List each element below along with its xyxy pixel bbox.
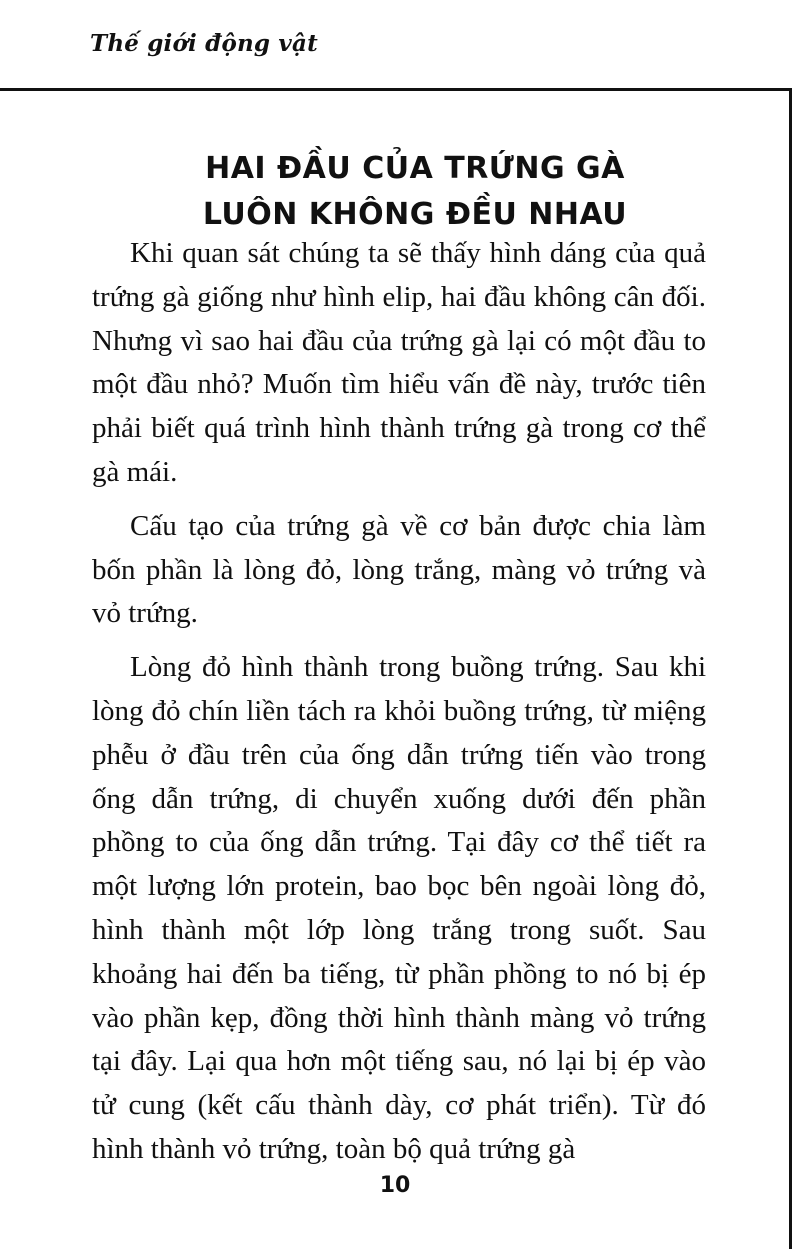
page-number: 10 [379, 1173, 411, 1198]
body-text [92, 232, 706, 1172]
chapter-title-line-1: HAI ĐẦU CỦA TRỨNG GÀ [205, 151, 625, 186]
paragraph-3: Lòng đỏ hình thành trong buồng trứng. Sau khi lòng đỏ chín liền tách ra khỏi buồng trứng, từ miệng phễu ở đầu trên của ống dẫn trứng tiến vào trong ống dẫn trứng, di chuyển xuống dưới đến phần phồng to của ống dẫn trứng. Tại đây cơ thể tiết ra một lượng lớn protein, bao bọc bên ngoài lòng đỏ, hình thành một lớp lòng trắng trong suốt. Sau khoảng hai đến ba tiếng, từ phần phồng to nó bị ép vào phần kẹp, đồng thời hình thành màng vỏ trứng tại đây. Lại qua hơn một tiếng sau, nó lại bị ép vào tử cung (kết cấu thành dày, cơ phát triển). Từ đó hình thành vỏ trứng, toàn bộ quả trứng gà [92, 651, 706, 1165]
paragraph-2: Cấu tạo của trứng gà về cơ bản được chia làm bốn phần là lòng đỏ, lòng trắng, màng vỏ trứng và vỏ trứng. [92, 509, 706, 630]
paragraph-1: Khi quan sát chúng ta sẽ thấy hình dáng của quả trứng gà giống như hình elip, hai đầu không cân đối. Nhưng vì sao hai đầu của trứng gà lại có một đầu to một đầu nhỏ? Muốn tìm hiểu vấn đề này, trước tiên phải biết quá trình hình thành trứng gà trong cơ thể gà mái. [92, 237, 706, 488]
page-edge-rule [789, 88, 792, 1249]
chapter-title [60, 146, 770, 238]
running-header: Thế giới động vật [90, 30, 318, 57]
header-rule [0, 88, 790, 91]
chapter-title-line-2: LUÔN KHÔNG ĐỀU NHAU [202, 197, 628, 232]
